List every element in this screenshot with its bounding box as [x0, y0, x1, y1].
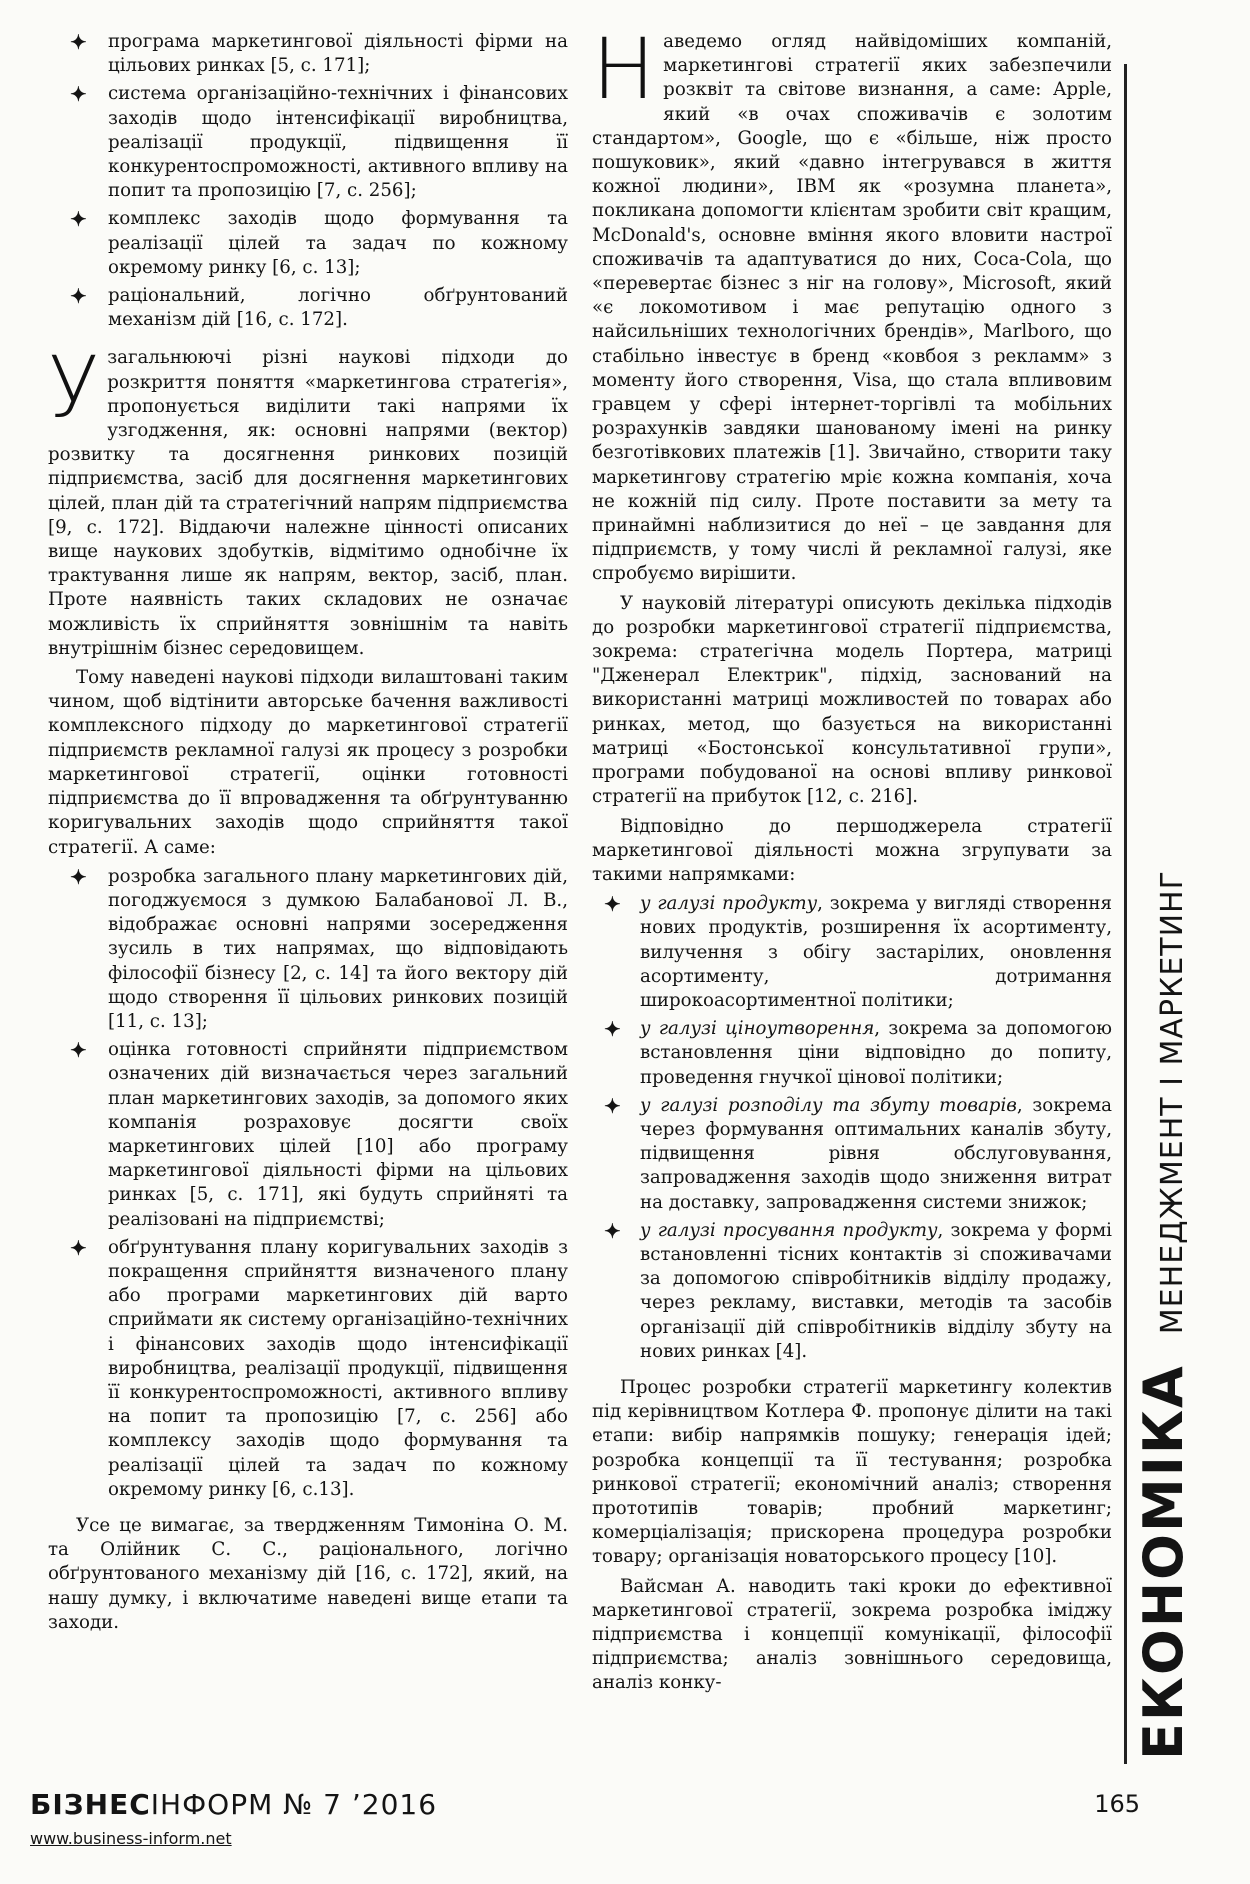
bullet-list-stages	[48, 865, 568, 1502]
journal-url[interactable]: www.business-inform.net	[30, 1829, 232, 1848]
drop-cap: Н	[592, 20, 656, 118]
list-item: ✦ у галузі розподілу та збуту товарів, зокрема через формування оптимальних каналів збуту, підвищення рівня обслуговування, запровадження заходів щодо зниження витрат на доставку, запровадження системи знижок;	[604, 1093, 1112, 1213]
cross-bullet-icon: ✦	[70, 1038, 87, 1063]
cross-bullet-icon: ✦	[70, 864, 87, 889]
journal-brand: БІЗНЕСІНФОРМ № 7 ’2016	[30, 1788, 438, 1821]
page-footer	[30, 1788, 1140, 1848]
paragraph: Вайсман А. наводить такі кроки до ефективної маркетингової стратегії, зокрема розробка іміджу підприємства і концепції комунікації, філософії підприємства; аналіз зовнішнього середовища, аналіз конку-	[592, 1575, 1112, 1694]
list-item: ✦ у галузі просування продукту, зокрема у формі встановленні тісних контактів зі споживачами за допомогою співробітників відділу продажу, через рекламу, виставки, методів та засобів організації дій співробітників відділу збуту на нових ринках [4].	[604, 1218, 1112, 1362]
bullet-list-directions	[592, 892, 1112, 1364]
page-number: 165	[1094, 1790, 1140, 1818]
list-item: ✦ система організаційно-технічних і фінансових заходів щодо інтенсифікації виробництва, реалізації продукції, підвищення її конкурентоспроможності, активного впливу на попит та пропозицію [7, с. 256];	[70, 82, 568, 202]
paragraph-generalization: Узагальнюючі різні наукові підходи до розкриття поняття «маркетингова стратегія», пропонується виділити такі напрями їх узгодження, як: основні напрями (вектор) розвитку та досягнення ринкових позицій підприємства, засіб для досягнення маркетингових цілей, план дій та стратегічний напрям підприємства [9, с. 172]. Віддаючи належне цінності описаних вище наукових здобутків, відмітимо однобічне їх трактування лише як напрям, вектор, засіб, план. Проте наявність таких складових не означає можливість їх сприйняття зовнішнім та навіть внутрішнім бізнес середовищем.	[48, 338, 568, 659]
right-column	[592, 20, 1112, 1701]
paragraph-companies: Наведемо огляд найвідоміших компаній, маркетингові стратегії яких забезпечили розквіт та світове визнання, а саме: Apple, який «в очах споживачів є золотим стандартом», Google, що є «більше, ніж просто пошуковик», який «давно інтегрувався в життя кожної людини», IBM як «розумна планета», покликана допомогти клієнтам зробити світ кращим, McDonald's, основне вміння якого вловити настрої споживачів та адаптуватися до них, Coca-Cola, що «перевертає бізнес з ніг на голову», Microsoft, який «є локомотивом і має репутацію одного з найсильніших технологічних брендів», Marlboro, що стабільно інвестує в бренд «ковбоя з рекламм» з моменту його створення, Visa, що стала впливовим гравцем у сфері інтернет-торгівлі та мобільних розрахунків завдяки шанованому імені на ринку безготівкових платежів [1]. Звичайно, створити таку маркетингову стратегію мріє кожна компанія, хоча не кожній під силу. Проте поставити за мету та принаймні наблизитися до неї – це завдання для підприємств, у тому числі й рекламної галузі, яке спробуємо вирішити.	[592, 20, 1112, 585]
section-label	[1132, 870, 1195, 1760]
list-item: ✦ програма маркетингової діяльності фірми на цільових ринках [5, с. 171];	[70, 30, 568, 77]
list-item: ✦ комплекс заходів щодо формування та реалізації цілей та задач по кожному окремому ринку [6, с. 13];	[70, 207, 568, 278]
cross-bullet-icon: ✦	[70, 82, 87, 107]
list-item: ✦ у галузі продукту, зокрема у вигляді створення нових продуктів, розширення їх асортименту, вилучення з обігу застарілих, оновлення асортименту, дотримання широкоасортиментної політики;	[604, 892, 1112, 1011]
paragraph: Усе це вимагає, за твердженням Тимоніна О. М. та Олійник С. С., раціонального, логічно обґрунтованого механізму дій [16, с. 172], який, на нашу думку, і включатиме наведені вище етапи та заходи.	[48, 1514, 568, 1633]
cross-bullet-icon: ✦	[70, 30, 87, 54]
cross-bullet-icon: ✦	[604, 1017, 621, 1042]
paragraph: У науковій літературі описують декілька підходів до розробки маркетингової стратегії підприємства, зокрема: стратегічна модель Портера, матриці "Дженерал Електрик", підхід, заснований на використанні матриці можливостей по товарах або ринках, метод, що базується на використанні матриці «Бостонської консультативної групи», програми побудованої на основі впливу ринкової стратегії на прибуток [12, с. 216].	[592, 592, 1112, 808]
paragraph: Відповідно до першоджерела стратегії маркетингової діяльності можна згрупувати за такими напрямками:	[592, 815, 1112, 885]
section-title: ЕКОНОМІКА	[1132, 1364, 1195, 1760]
cross-bullet-icon: ✦	[70, 207, 87, 232]
cross-bullet-icon: ✦	[604, 1093, 621, 1118]
list-item: ✦ раціональний, логічно обґрунтований механізм дій [16, с. 172].	[70, 284, 568, 331]
cross-bullet-icon: ✦	[604, 892, 621, 917]
paragraph: Процес розробки стратегії маркетингу колектив під керівництвом Котлера Ф. пропонує ділити на такі етапи: вибір напрямків пошуку; генерація ідей; розробка концепції та її тестування; розробка ринкової стратегії; економічний аналіз; створення прототипів товарів; пробний маркетинг; комерціалізація; прискорена процедура розробки товару; організація новаторського процесу [10].	[592, 1376, 1112, 1568]
list-item: ✦ оцінка готовності сприйняти підприємством означених дій визначається через загальний план маркетингових заходів, за допомого яких компанія розраховує досягти своїх маркетингових цілей [10] або програму маркетингової діяльності фірми на цільових ринках [5, с. 171], які будуть сприйняті та реалізовані на підприємстві;	[70, 1038, 568, 1230]
cross-bullet-icon: ✦	[70, 284, 87, 309]
left-column	[48, 30, 568, 1640]
drop-cap: У	[48, 338, 100, 437]
cross-bullet-icon: ✦	[70, 1235, 87, 1260]
paragraph: Тому наведені наукові підходи вилаштовані таким чином, щоб відтінити авторське бачення важливості комплексного підходу до маркетингової стратегії підприємств рекламної галузі як процесу з розробки маркетингової стратегії, оцінки готовності підприємства до її впровадження та обґрунтуванню коригувальних заходів щодо сприйняття такої стратегії. А саме:	[48, 667, 568, 858]
list-item: ✦ розробка загального плану маркетингових дій, погоджуємося з думкою Балабанової Л. В., відображає основні напрями зосередження зусиль в тих напрямах, що відповідають філософії бізнесу [2, с. 14] та його вектору дій щодо створення її цільових ринкових позицій [11, с. 13];	[70, 864, 568, 1032]
side-divider	[1124, 64, 1127, 1764]
subsection-title: МЕНЕДЖМЕНТ І МАРКЕТИНГ	[1155, 870, 1190, 1335]
cross-bullet-icon: ✦	[604, 1218, 621, 1243]
list-item: ✦ обґрунтування плану коригувальних заходів з покращення сприйняття визначеного плану або програми маркетингових дій варто сприймати як систему організаційно-технічних і фінансових заходів щодо інтенсифікації виробництва, реалізації продукції, підвищення її конкурентоспроможності, активного впливу на попит та пропозицію [7, с. 256] або комплексу заходів щодо формування та реалізації цілей та задач по кожному окремому ринку [6, с.13].	[70, 1235, 568, 1500]
bullet-list-definitions	[48, 30, 568, 332]
list-item: ✦ у галузі ціноутворення, зокрема за допомогою встановлення ціни відповідно до попиту, проведення гнучкої цінової політики;	[604, 1017, 1112, 1088]
